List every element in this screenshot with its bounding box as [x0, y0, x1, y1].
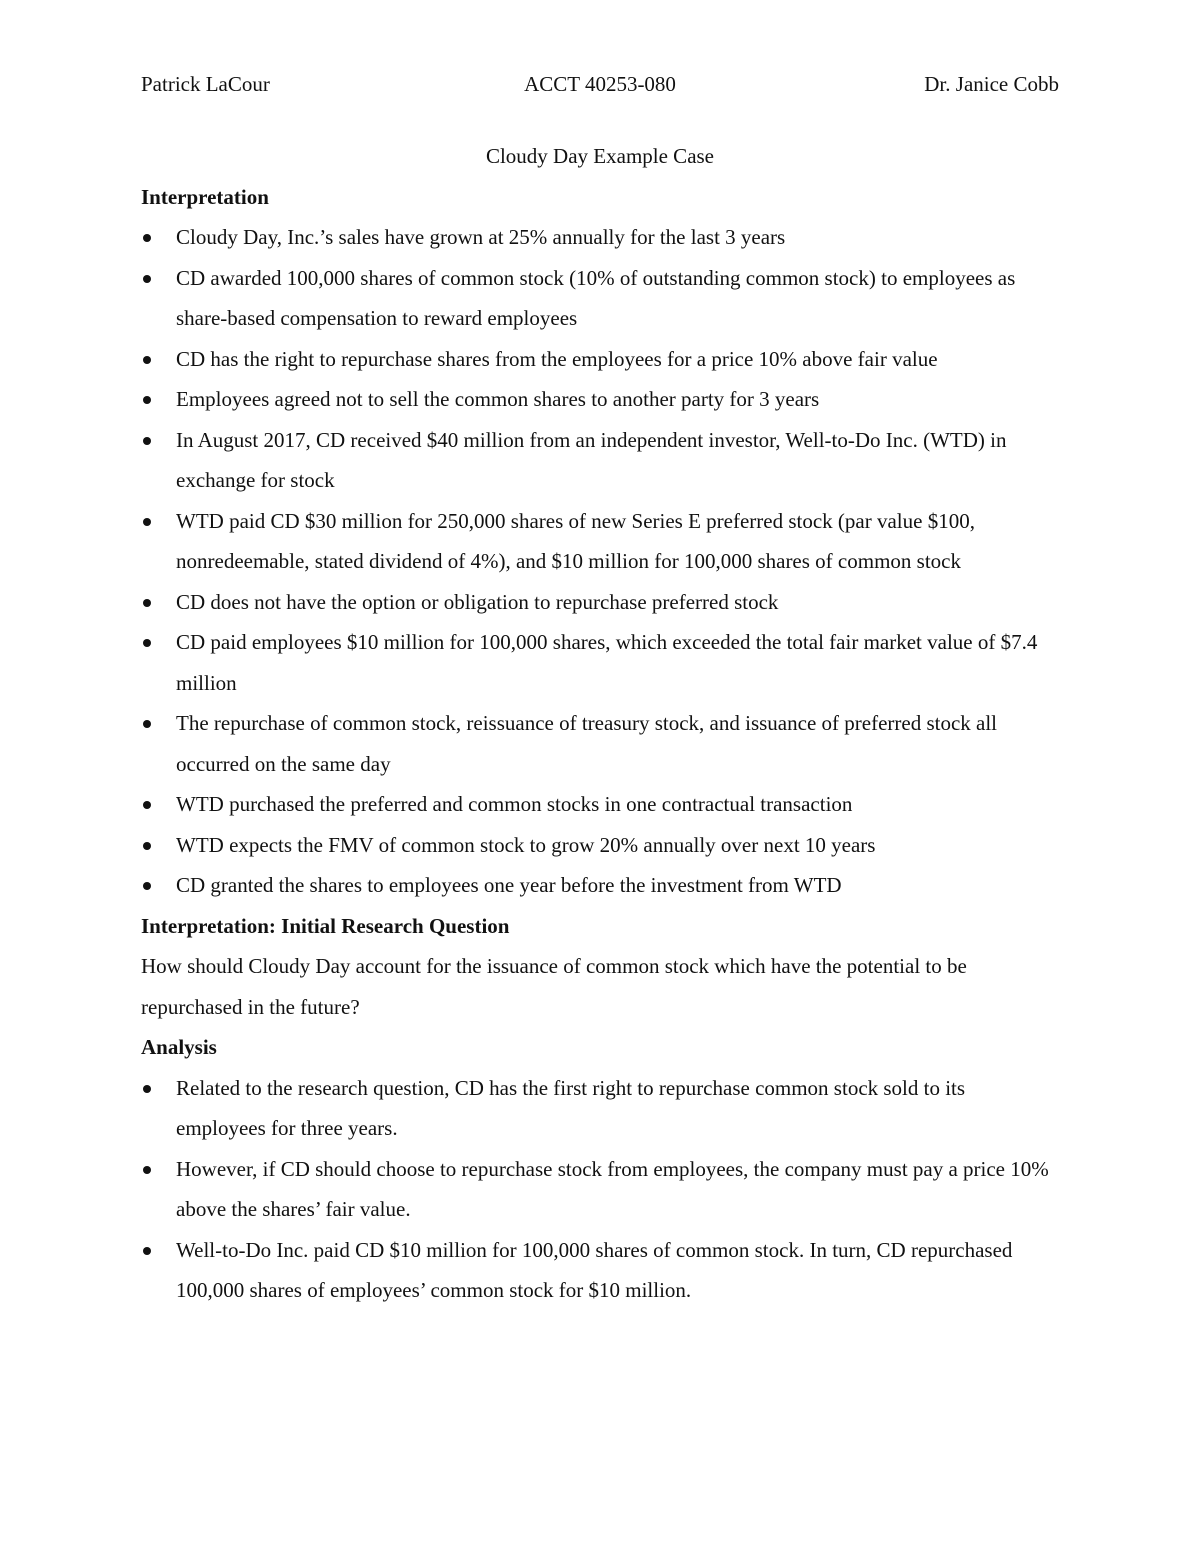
interpretation-item	[141, 258, 1059, 339]
course-code: ACCT 40253-080	[524, 72, 676, 96]
analysis-item-text: Related to the research question, CD has the first right to repurchase common stock sold to its employees for three years.	[176, 1075, 966, 1140]
bullet-icon	[143, 437, 151, 445]
interpretation-item	[141, 865, 1059, 906]
interpretation-item-text: CD granted the shares to employees one year before the investment from WTD	[176, 873, 842, 897]
bullet-icon	[143, 1166, 151, 1174]
interpretation-item	[141, 217, 1059, 258]
bullet-icon	[143, 275, 151, 283]
bullet-icon	[143, 720, 151, 728]
bullet-icon	[143, 1247, 151, 1255]
page-header	[141, 72, 1059, 102]
interpretation-list	[141, 217, 1059, 906]
interpretation-item	[141, 825, 1059, 866]
interpretation-item-text: WTD purchased the preferred and common stocks in one contractual transaction	[176, 792, 853, 816]
analysis-item	[141, 1230, 1059, 1311]
analysis-item-text: However, if CD should choose to repurchase stock from employees, the company must pay a price 10% above the shares’ fair value.	[176, 1156, 1049, 1221]
interpretation-item	[141, 501, 1059, 582]
bullet-icon	[143, 801, 151, 809]
interpretation-item	[141, 420, 1059, 501]
bullet-icon	[143, 599, 151, 607]
bullet-icon	[143, 396, 151, 404]
document-body	[141, 136, 1059, 1311]
interpretation-heading: Interpretation	[141, 184, 269, 209]
bullet-icon	[143, 842, 151, 850]
research-question-heading: Interpretation: Initial Research Question	[141, 913, 510, 938]
bullet-icon	[143, 1085, 151, 1093]
interpretation-item-text: WTD expects the FMV of common stock to grow 20% annually over next 10 years	[176, 832, 876, 857]
interpretation-item-text: CD has the right to repurchase shares from the employees for a price 10% above fair value	[176, 346, 938, 371]
bullet-icon	[143, 234, 151, 242]
instructor-name: Dr. Janice Cobb	[924, 72, 1059, 96]
analysis-item	[141, 1068, 1059, 1149]
analysis-list	[141, 1068, 1059, 1311]
interpretation-item-text: CD paid employees $10 million for 100,000 shares, which exceeded the total fair market value of $7.4 million	[176, 630, 1038, 695]
interpretation-item	[141, 582, 1059, 623]
interpretation-item-text: Employees agreed not to sell the common shares to another party for 3 years	[176, 387, 820, 411]
bullet-icon	[143, 356, 151, 364]
interpretation-item	[141, 784, 1059, 825]
interpretation-item-text: Cloudy Day, Inc.’s sales have grown at 25% annually for the last 3 years	[176, 225, 786, 249]
interpretation-item	[141, 622, 1059, 703]
bullet-icon	[143, 639, 151, 647]
bullet-icon	[143, 882, 151, 890]
interpretation-item-text: In August 2017, CD received $40 million from an independent investor, Well-to-Do Inc. (WTD) in exchange for stock	[176, 427, 1007, 492]
interpretation-item-text: CD does not have the option or obligation to repurchase preferred stock	[176, 589, 779, 614]
interpretation-item	[141, 703, 1059, 784]
interpretation-item-text: The repurchase of common stock, reissuance of treasury stock, and issuance of preferred stock all occurred on the same day	[176, 711, 998, 776]
author-name: Patrick LaCour	[141, 72, 270, 96]
interpretation-item	[141, 379, 1059, 420]
research-question-text: How should Cloudy Day account for the issuance of common stock which have the potential to be repurchased in the future?	[141, 954, 967, 1019]
analysis-item-text: Well-to-Do Inc. paid CD $10 million for 100,000 shares of common stock. In turn, CD repurchased 100,000 shares of employees’ common stock for $10 million.	[176, 1237, 1013, 1302]
interpretation-item	[141, 339, 1059, 380]
analysis-item	[141, 1149, 1059, 1230]
interpretation-item-text: CD awarded 100,000 shares of common stock (10% of outstanding common stock) to employees as share-based compensation to reward employees	[176, 265, 1016, 330]
analysis-heading: Analysis	[141, 1035, 217, 1059]
document-title: Cloudy Day Example Case	[485, 144, 715, 168]
bullet-icon	[143, 518, 151, 526]
interpretation-item-text: WTD paid CD $30 million for 250,000 shares of new Series E preferred stock (par value $100, nonredeemable, stated dividend of 4%), and $10 million for 100,000 shares of common stock	[176, 508, 975, 573]
